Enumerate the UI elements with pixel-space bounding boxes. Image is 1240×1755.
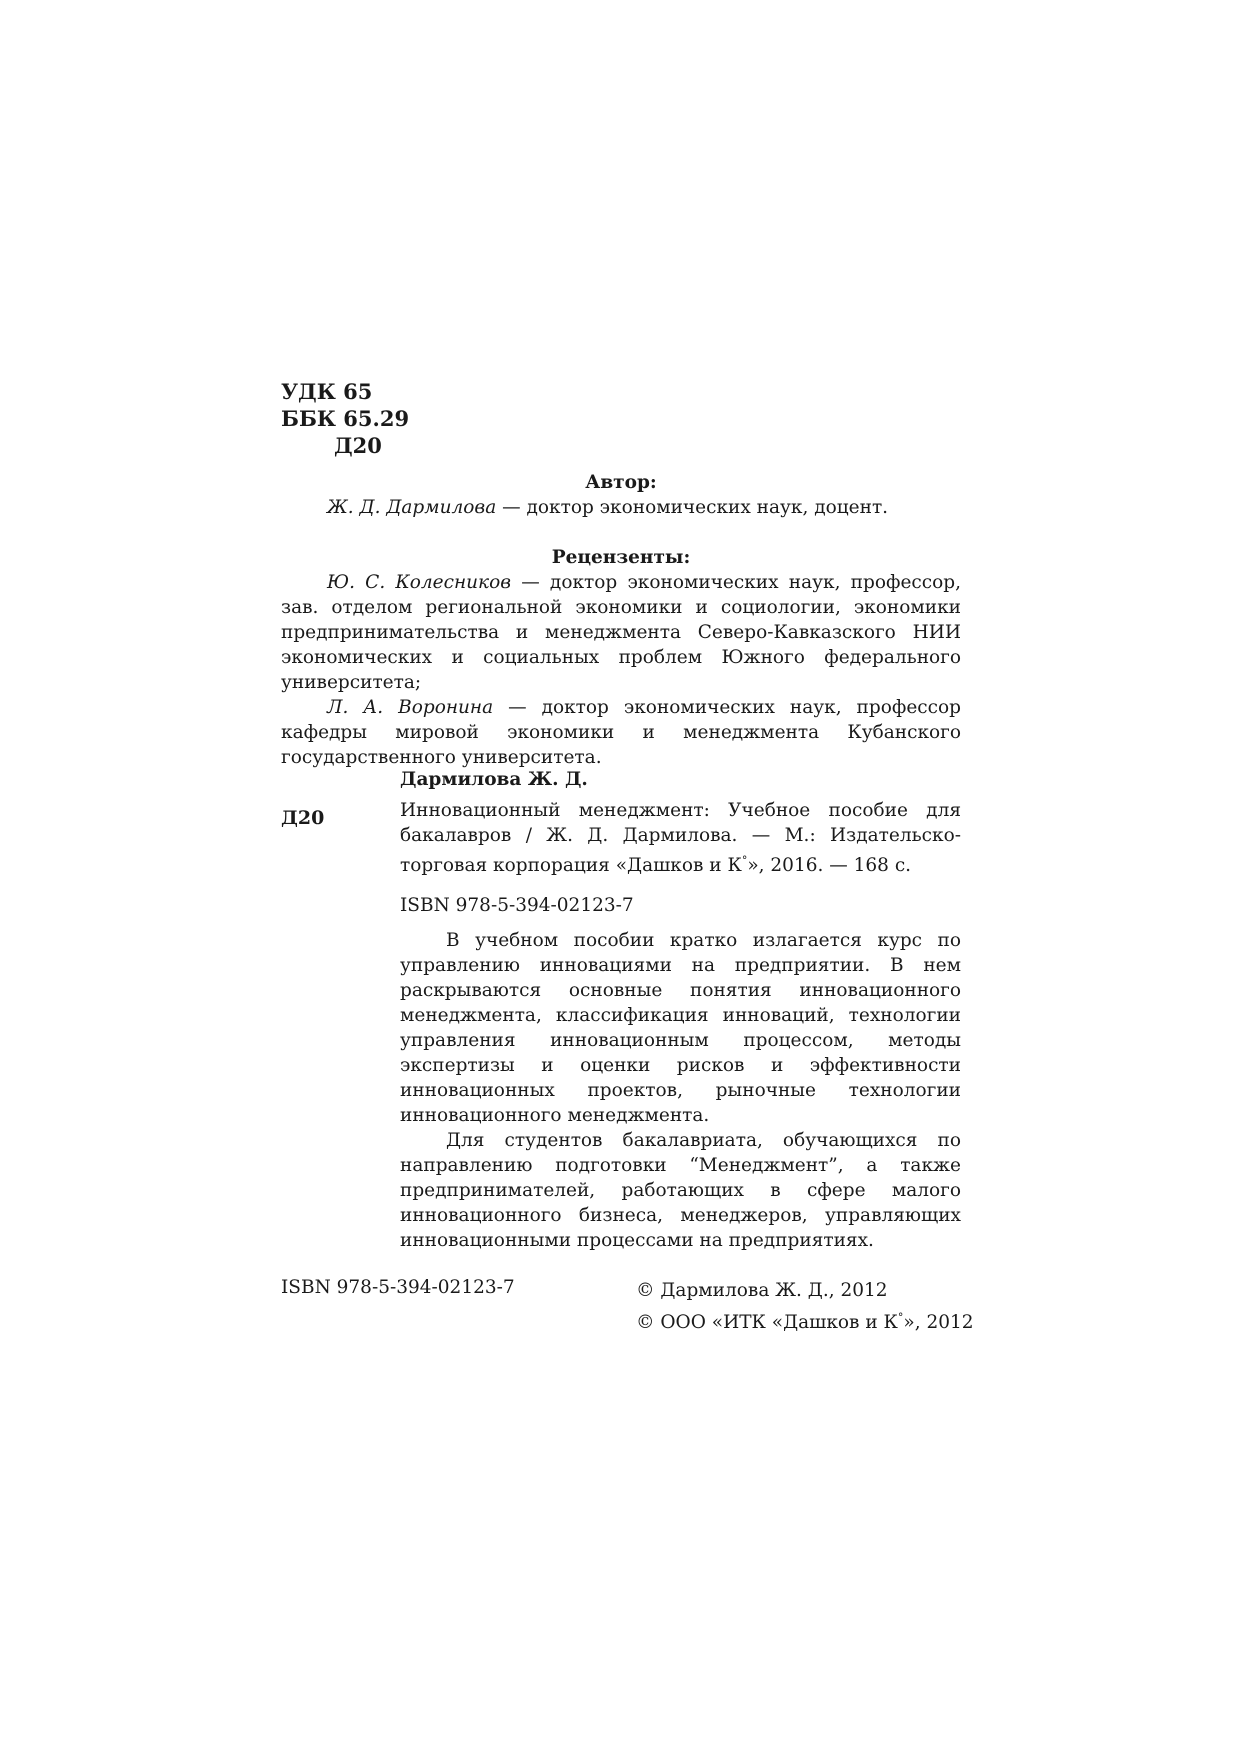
- reviewer-1-name: Ю. С. Колесников: [327, 572, 512, 593]
- annotation-paragraph-1: В учебном пособии кратко излагается курс по управлению инновациями на предприятии. В нем раскрываются основные понятия инновационного менеджмента, классификация инноваций, технологии управления инновационным процессом, методы экспертизы и оценки рисков и эффективности инновационных проектов, рыночные технологии инновационного менеджмента.: [400, 930, 961, 1126]
- catalog-author: Дармилова Ж. Д.: [400, 769, 588, 790]
- reviewer-2-description: — доктор экономических наук, профессор кафедры мировой экономики и менеджмента Кубанского государственного университета.: [281, 697, 961, 768]
- udk-code: УДК 65: [281, 379, 373, 404]
- author-description: — доктор экономических наук, доцент.: [496, 497, 889, 518]
- reviewer-1: [281, 570, 961, 695]
- catalog-description: [400, 798, 961, 878]
- copyright-degree-mark: °: [897, 1311, 904, 1324]
- degree-mark: °: [741, 854, 748, 867]
- reviewer-2: [281, 695, 961, 770]
- copyright-publisher: [636, 1304, 974, 1336]
- catalog-description-part1: Инновационный менеджмент: Учебное пособие для бакалавров / Ж. Д. Дармилова. — М.: Издательско-торговая корпорация «Дашков и К: [400, 800, 961, 877]
- annotation-paragraph-2: Для студентов бакалавриата, обучающихся по направлению подготовки “Менеджмент”, а также предпринимателей, работающих в сфере малого инновационного бизнеса, менеджеров, управляющих инновационными процессами на предприятиях.: [400, 1130, 961, 1251]
- copyright-notices: [636, 1277, 974, 1336]
- reviewers-heading: Рецензенты:: [551, 547, 691, 568]
- author-line: [281, 495, 961, 520]
- copyright-author: © Дармилова Ж. Д., 2012: [636, 1280, 888, 1301]
- footer-isbn: ISBN 978-5-394-02123-7: [281, 1277, 515, 1298]
- copyright-publisher-part1: © ООО «ИТК «Дашков и К: [636, 1312, 898, 1334]
- author-sign-code: Д20: [334, 433, 382, 458]
- reviewer-1-description: — доктор экономических наук, профессор, зав. отделом региональной экономики и социологии, экономики предпринимательства и менеджмента Северо-Кавказского НИИ экономических и социальных проблем Южного федерального университета;: [281, 572, 961, 693]
- catalog-description-part2: », 2016. — 168 с.: [747, 855, 912, 877]
- author-section: [281, 470, 961, 520]
- classification-codes: [281, 378, 409, 459]
- catalog-sign: Д20: [281, 807, 325, 829]
- author-heading: Автор:: [585, 472, 657, 493]
- copyright-publisher-part2: », 2012: [903, 1312, 974, 1334]
- author-name: Ж. Д. Дармилова: [327, 497, 497, 518]
- annotation: [400, 928, 961, 1253]
- bbk-code: ББК 65.29: [281, 406, 410, 431]
- reviewer-2-name: Л. А. Воронина: [327, 697, 494, 718]
- reviewers-section: [281, 545, 961, 770]
- catalog-isbn: ISBN 978-5-394-02123-7: [400, 895, 634, 916]
